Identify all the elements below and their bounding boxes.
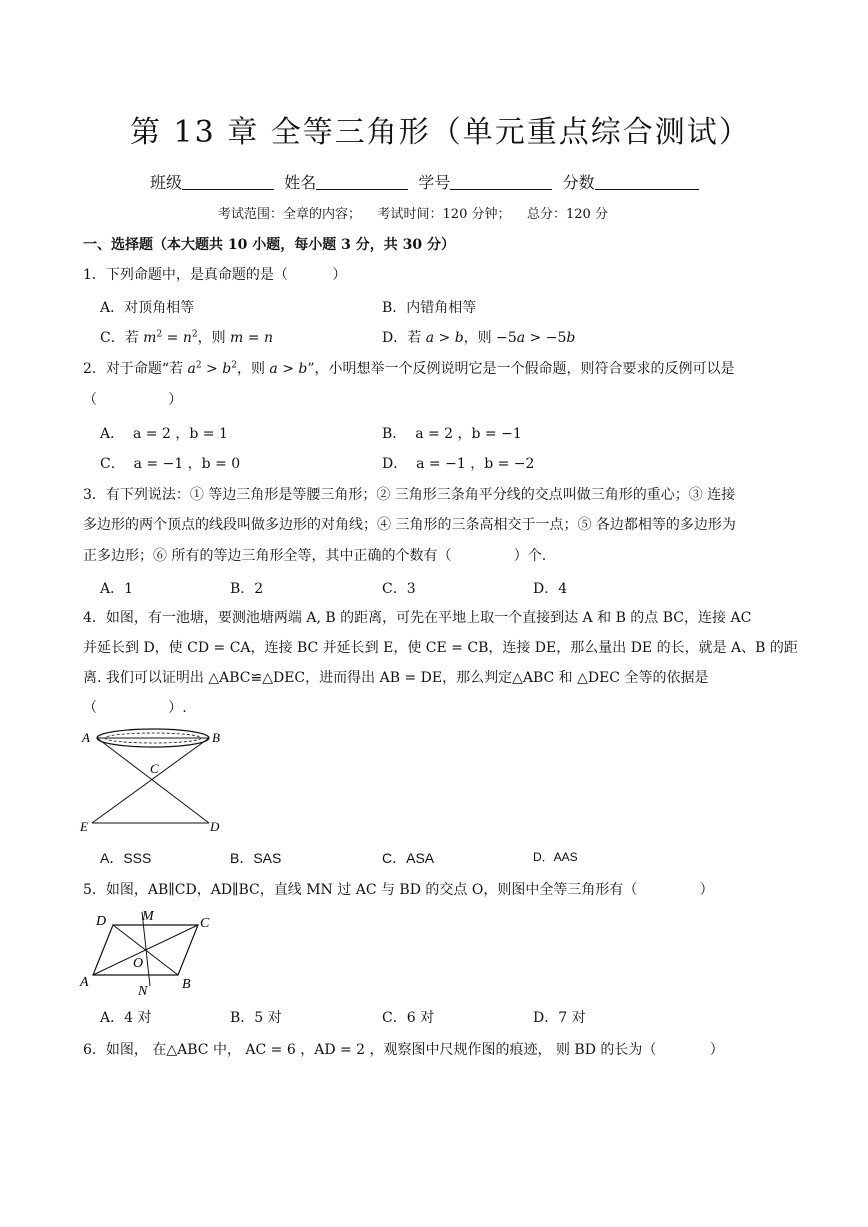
page-title: 第 13 章 全等三角形（单元重点综合测试） [130, 115, 751, 150]
section-heading: 一、选择题（本大题共 10 小题，每小题 3 分，共 30 分） [83, 237, 455, 253]
q5-option-d: D．7 对 [533, 1010, 586, 1026]
exam-meta: 考试范围：全章的内容； 考试时间：120 分钟； 总分：120 分 [218, 207, 608, 222]
question-5-stem: 5．如图，AB∥CD，AD∥BC，直线 MN 过 AC 与 BD 的交点 O，则图中全等三角形有（ ） [83, 882, 714, 898]
q1-option-b: B．内错角相等 [382, 300, 477, 316]
q5-option-b: B．5 对 [230, 1010, 282, 1026]
q1-option-a: A．对顶角相等 [100, 300, 195, 316]
q3-option-c: C．3 [382, 581, 416, 597]
q2-stem-post: ”，小明想举一个反例说明它是一个假命题，则符合要求的反例可以是 [307, 361, 735, 377]
q1-c-pre: C．若 [100, 330, 144, 346]
q5-option-c: C．6 对 [382, 1010, 435, 1026]
q4-option-a: A．SSS [100, 850, 152, 866]
q1-d-mid: ，则 [463, 330, 497, 346]
q2-stem-mid: ，则 [236, 361, 270, 377]
fig5-label-c: C [200, 916, 210, 931]
class-blank [182, 175, 274, 190]
q1-d-pre: D．若 [382, 330, 426, 346]
question-3-line-1: 3．有下列说法：① 等边三角形是等腰三角形；② 三角形三条角平分线的交点叫做三角形的重心；③ 连接 [83, 487, 736, 503]
fig5-label-m: M [142, 909, 154, 924]
q2-paren: （ ） [83, 392, 183, 408]
question-1-stem: 1．下列命题中，是真命题的是（ ） [83, 267, 347, 283]
q2-option-d: D． a = −1 ，b = −2 [382, 456, 535, 472]
q5-option-a: A．4 对 [100, 1010, 152, 1026]
q2-option-c: C． a = −1 ，b = 0 [100, 456, 241, 472]
id-blank [450, 175, 552, 190]
student-info-row [150, 170, 699, 193]
score-blank [595, 175, 699, 190]
name-label: 姓名 [284, 173, 317, 192]
q1-c-mid: ，则 [197, 330, 231, 346]
question-4-line-2: 并延长到 D，使 CD = CA，连接 BC 并延长到 E，使 CE = CB，连接 DE，那么量出 DE 的长，就是 A、B 的距 [83, 640, 798, 656]
q3-option-b: B．2 [230, 581, 264, 597]
question-4-line-1: 4．如图，有一池塘，要测池塘两端 A, B 的距离，可先在平地上取一个直接到达 A 和 B 的点 BC，连接 AC [83, 610, 752, 626]
fig5-label-n: N [138, 984, 148, 998]
name-blank [316, 175, 408, 190]
fig4-label-b: B [212, 730, 220, 745]
fig4-label-d: D [210, 819, 220, 834]
fig5-label-b: B [182, 977, 191, 992]
q3-option-d: D．4 [533, 581, 568, 597]
q1-option-d: D．若 a > b，则 −5a > −5b [382, 330, 576, 346]
fig5-label-o: O [133, 956, 144, 971]
question-3-line-2: 多边形的两个顶点的线段叫做多边形的对角线；④ 三角形的三条高相交于一点；⑤ 各边都相等的多边形为 [83, 517, 736, 533]
fig4-label-e: E [80, 819, 88, 834]
q1-option-c: C．若 $m^2 = n^2$，则 m = n [100, 329, 273, 346]
q2-option-b: B． a = 2 ，b = −1 [382, 426, 522, 442]
score-label: 分数 [562, 173, 595, 192]
q3-option-a: A．1 [100, 581, 134, 597]
fig4-label-a: A [82, 730, 90, 745]
fig5-label-d: D [96, 914, 107, 929]
fig5-label-a: A [80, 975, 89, 990]
question-2-stem: 2．对于命题“若 $a^2 > b^2$，则 a > b”，小明想举一个反例说明它是一个假命题，则符合要求的反例可以是 [83, 360, 735, 377]
q4-option-b: B．SAS [230, 850, 282, 866]
diagonal-bd [113, 925, 178, 975]
parallelogram-figure [78, 906, 218, 998]
q4-paren: （ ）. [83, 700, 187, 716]
question-4-line-3: 离. 我们可以证明出 △ABC≌△DEC，进而得出 AB = DE，那么判定△ABC 和 △DEC 全等的依据是 [83, 670, 709, 686]
question-3-line-3: 正多边形；⑥ 所有的等边三角形全等，其中正确的个数有（ ）个. [83, 548, 547, 564]
fig4-label-c: C [150, 761, 159, 776]
id-label: 学号 [418, 173, 451, 192]
pond-figure [78, 726, 228, 836]
q4-option-c: C．ASA [382, 850, 435, 866]
class-label: 班级 [150, 173, 183, 192]
q2-option-a: A． a = 2 ，b = 1 [100, 426, 228, 442]
q2-stem-pre: 2．对于命题“若 [83, 361, 188, 377]
question-6-stem: 6．如图， 在△ABC 中， AC = 6 ，AD = 2 ，观察图中尺规作图的痕迹， 则 BD 的长为（ ） [83, 1042, 724, 1058]
q4-option-d: D．AAS [533, 850, 578, 864]
